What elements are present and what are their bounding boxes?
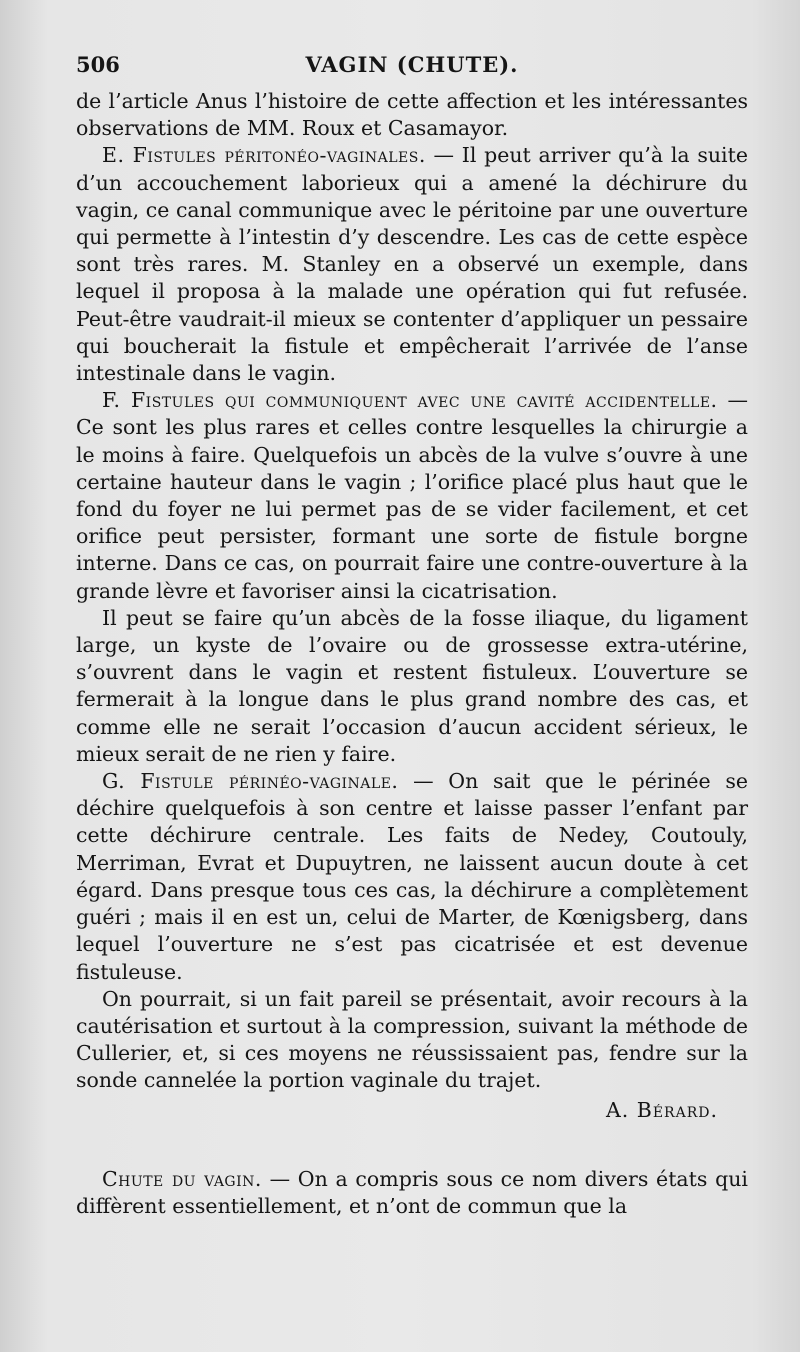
author-signature: A. Bérard. <box>605 1097 718 1122</box>
paragraph-text: — Ce sont les plus rares et celles contre lesquelles la chirurgie a le moins à faire. Quelquefois un abcès de la vulve s’ouvre à une certaine hauteur dans le vagin ; l’orifice placé plus haut que le fond du foyer ne lui permet pas de se vider facilement, et cet orifice peut persister, formant une sorte de fistule borgne interne. Dans ce cas, on pourrait faire une contre-ouverture à la grande lèvre et favoriser ainsi la cicatrisation. <box>76 388 748 603</box>
running-head: VAGIN (CHUTE). <box>305 52 519 77</box>
next-article <box>76 1166 748 1220</box>
article-heading: Chute du vagin. <box>102 1166 262 1191</box>
paragraph <box>76 605 748 768</box>
paragraph-continuation <box>76 88 748 142</box>
page-header <box>76 52 748 88</box>
section-heading: F. Fistules qui communiquent avec une cavité accidentelle. <box>102 388 718 413</box>
paragraph-section-e <box>76 142 748 387</box>
page-body <box>76 88 748 1220</box>
paragraph-text: de l’article Anus l’histoire de cette affection et les intéressantes observations de MM. Roux et Casamayor. <box>76 89 748 141</box>
paragraph-text: — Il peut arriver qu’à la suite d’un accouchement laborieux qui a amené la déchirure du vagin, ce canal communique avec le péritoine par une ouverture qui permette à l’intestin d’y descendre. Les cas de cette espèce sont très rares. M. Stanley en a observé un exemple, dans lequel il proposa à la malade une opération qui fut refusée. Peut-être vaudrait-il mieux se contenter d’appliquer un pessaire qui boucherait la fistule et empêcherait l’arrivée de l’anse intestinale dans le vagin. <box>76 143 748 386</box>
paragraph-section-g <box>76 768 748 986</box>
section-heading: E. Fistules péritonéo-vaginales. <box>102 143 426 168</box>
paragraph-section-f <box>76 387 748 605</box>
section-heading: G. Fistule périnéo-vaginale. <box>102 769 399 794</box>
paragraph-text: — On sait que le périnée se déchire quelquefois à son centre et laisse passer l’enfant par cette déchirure centrale. Les faits de Nedey, Coutouly, Merriman, Evrat et Dupuytren, ne laissent aucun doute à cet égard. Dans presque tous ces cas, la déchirure a complètement guéri ; mais il en est un, celui de Marter, de Kœnigsberg, dans lequel l’ouverture ne s’est pas cicatrisée et est devenue fistuleuse. <box>76 769 748 984</box>
paragraph-text: On pourrait, si un fait pareil se présentait, avoir recours à la cautérisation et surtout à la compression, suivant la méthode de Cullerier, et, si ces moyens ne réussissaient pas, fendre sur la sonde cannelée la portion vaginale du trajet. <box>76 986 748 1093</box>
paragraph-text: — On a compris sous ce nom divers états qui diffèrent essentiellement, et n’ont de commun que la <box>76 1166 748 1218</box>
page-number: 506 <box>76 52 120 77</box>
paragraph-text: Il peut se faire qu’un abcès de la fosse iliaque, du ligament large, un kyste de l’ovaire ou de grossesse extra-utérine, s’ouvrent dans le vagin et restent fistuleux. L’ouverture se fermerait à la longue dans le plus grand nombre des cas, et comme elle ne serait l’occasion d’aucun accident sérieux, le mieux serait de ne rien y faire. <box>76 605 748 766</box>
paragraph <box>76 986 748 1095</box>
